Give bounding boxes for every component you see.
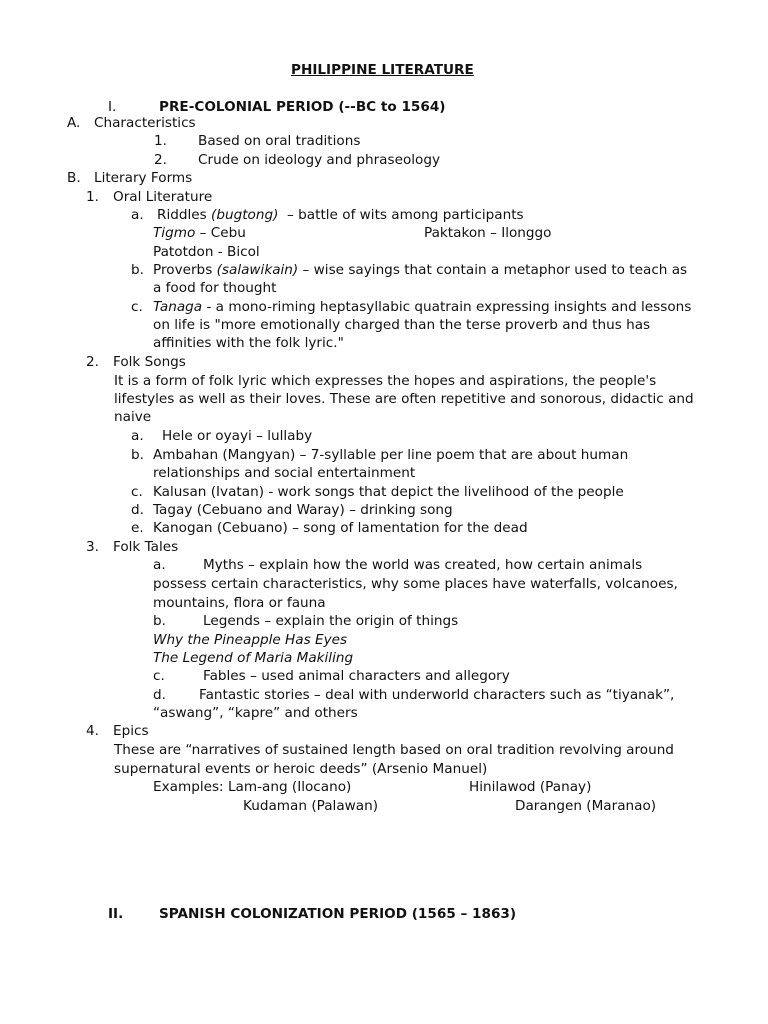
form-number: 1.	[86, 189, 99, 205]
item-label: b.	[131, 447, 144, 463]
item-label: c.	[131, 484, 143, 500]
tanaga-desc: - a mono-riming heptasyllabic quatrain expressing insights and lessons	[202, 299, 692, 315]
epics-desc-2: supernatural events or heroic deeds” (Arsenio Manuel)	[114, 761, 488, 777]
form-number: 2.	[86, 354, 99, 370]
item-label: c.	[153, 668, 165, 684]
tanaga-line	[153, 298, 691, 316]
tigmo-line	[153, 224, 246, 242]
epics-desc-1: These are “narratives of sustained length based on oral tradition revolving around	[114, 742, 674, 758]
section-1-heading: PRE-COLONIAL PERIOD (--BC to 1564)	[159, 99, 446, 115]
tanaga-line-3: affinities with the folk lyric."	[153, 335, 344, 351]
folk-song-item: Kalusan (Ivatan) - work songs that depict the livelihood of the people	[153, 484, 624, 500]
tigmo-rest: – Cebu	[195, 225, 246, 241]
subsection-b-label: B.	[67, 170, 81, 186]
list-item-number: 1.	[154, 133, 167, 149]
folk-songs-desc-2: lifestyles as well as their loves. These are often repetitive and sonorous, didactic and	[114, 391, 694, 407]
item-label: c.	[131, 299, 143, 315]
list-item-text: Crude on ideology and phraseology	[198, 152, 441, 168]
fables-line-1: Fables – used animal characters and allegory	[203, 668, 510, 684]
item-label: a.	[131, 428, 144, 444]
proverbs-text: Proverbs	[153, 262, 217, 278]
form-title-folk-songs: Folk Songs	[113, 354, 186, 370]
myths-line-1: Myths – explain how the world was created, how certain animals	[203, 557, 643, 573]
item-label: b.	[153, 613, 166, 629]
folk-song-item: Ambahan (Mangyan) – 7-syllable per line poem that are about human	[153, 447, 629, 463]
myths-line-2: possess certain characteristics, why some places have waterfalls, volcanoes,	[153, 576, 678, 592]
fantastic-line-1: Fantastic stories – deal with underworld characters such as “tiyanak”,	[199, 687, 675, 703]
epic-kudaman: Kudaman (Palawan)	[243, 798, 379, 814]
tigmo-italic: Tigmo	[153, 225, 196, 241]
epics-examples: Examples: Lam-ang (Ilocano)	[153, 779, 352, 795]
proverbs-line	[153, 261, 687, 279]
form-number: 4.	[86, 723, 99, 739]
item-label: e.	[131, 520, 144, 536]
section-2-number: II.	[108, 906, 124, 922]
form-title-oral-literature: Oral Literature	[113, 189, 213, 205]
myths-line-3: mountains, flora or fauna	[153, 595, 326, 611]
legend-example-1: Why the Pineapple Has Eyes	[153, 632, 348, 648]
legend-example-2: The Legend of Maria Makiling	[153, 650, 354, 666]
folk-song-item: Hele or oyayi – lullaby	[162, 428, 313, 444]
list-item-number: 2.	[154, 152, 167, 168]
tanaga-italic: Tanaga	[153, 299, 203, 315]
subsection-a-title: Characteristics	[94, 115, 196, 131]
riddles-line	[157, 206, 524, 224]
item-label: d.	[153, 687, 166, 703]
section-1-number: I.	[108, 99, 117, 115]
riddles-desc: – battle of wits among participants	[278, 207, 524, 223]
item-label: b.	[131, 262, 144, 278]
proverbs-desc: – wise sayings that contain a metaphor used to teach as	[298, 262, 688, 278]
folk-songs-desc-1: It is a form of folk lyric which expresses the hopes and aspirations, the people's	[114, 373, 657, 389]
epic-darangen: Darangen (Maranao)	[515, 798, 657, 814]
riddles-text: Riddles	[157, 207, 212, 223]
form-number: 3.	[86, 539, 99, 555]
section-2-heading: SPANISH COLONIZATION PERIOD (1565 – 1863)	[159, 906, 517, 922]
patotdon-text: Patotdon - Bicol	[153, 244, 260, 260]
proverbs-line-2: a food for thought	[153, 280, 277, 296]
paktakon-text: Paktakon – Ilonggo	[424, 225, 552, 241]
tanaga-line-2: on life is "more emotionally charged than the terse proverb and thus has	[153, 317, 651, 333]
subsection-b-title: Literary Forms	[94, 170, 193, 186]
fantastic-line-2: “aswang”, “kapre” and others	[153, 705, 358, 721]
form-title-folk-tales: Folk Tales	[113, 539, 179, 555]
item-label: a.	[153, 557, 166, 573]
riddles-italic: (bugtong)	[211, 207, 279, 223]
folk-songs-desc-3: naive	[114, 409, 152, 425]
folk-song-item-cont: relationships and social entertainment	[153, 465, 416, 481]
page-title: PHILIPPINE LITERATURE	[291, 62, 474, 78]
proverbs-italic: (salawikain)	[216, 262, 299, 278]
epic-hinilawod: Hinilawod (Panay)	[469, 779, 592, 795]
item-label: a.	[131, 207, 144, 223]
form-title-epics: Epics	[113, 723, 149, 739]
folk-song-item: Kanogan (Cebuano) – song of lamentation for the dead	[153, 520, 528, 536]
legends-line-1: Legends – explain the origin of things	[203, 613, 459, 629]
subsection-a-label: A.	[67, 115, 81, 131]
item-label: d.	[131, 502, 144, 518]
list-item-text: Based on oral traditions	[198, 133, 361, 149]
folk-song-item: Tagay (Cebuano and Waray) – drinking song	[153, 502, 453, 518]
